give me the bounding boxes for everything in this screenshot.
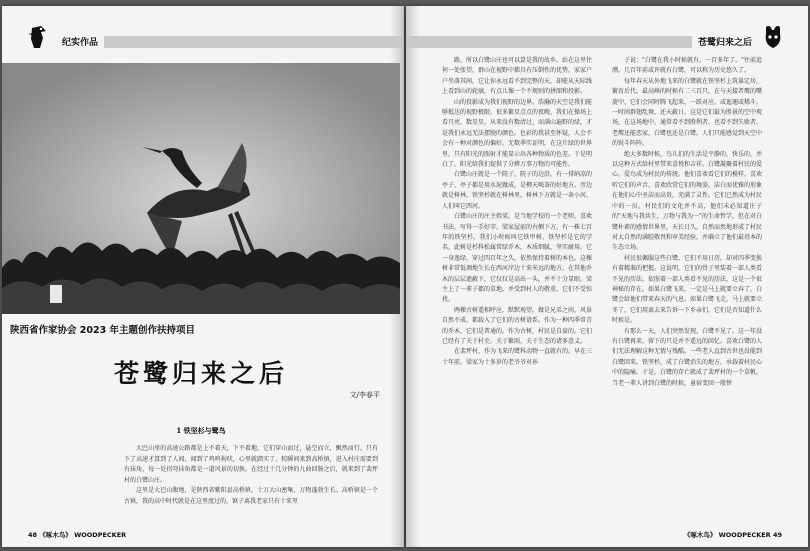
woodpecker-logo-left-icon	[26, 24, 48, 50]
paragraph: 有那么一天，人们突然发现，白鹭不见了。这一年没有白鹭再来。留下的只是并不遥远的回忆。喜欢白鹭的人们无法理解这种无情与残酷。一些老人直到古世也没能到白鹭回来。铁坚杉，成了白鹭消失的地方，承载着村民心中的隐痛。于是，白鹭的存亡就成了裴坪村的一个草帆，当老一辈人讲到白鹭的时候，童宿变回一般惨	[612, 327, 763, 387]
footer-left: 48 《啄木鸟》 WOODPECKER	[28, 531, 127, 539]
body-column-2	[612, 56, 762, 389]
paragraph: 村民很佩服这些白鹭。它们不用日历，却对四季变换有着精准的把握。这说明，它们的骨子里装着一部人类看不见的历法。依照着一部人类看不见的历法，这是一个很神秘的存在。如果白鹭飞来，一定是马上就要立春了，白鹭会给他们带来春天的气息。如果白鹭飞走，马上就要立冬了，它们用离去来告诉一下乡亲们，它们是否知道什么时候是。	[612, 254, 763, 325]
paragraph: 山的投影成为我们视野的边界。浩瀚的天空是我们能够抵达的视野极限。很多繁星点点的夜晚，我们在操场上看月亮，数星星，从来没有数清过，而满山遍野的绿，才是我们永远无法摆脱的颜色。色彩的我甚至怀疑，人会不会有一种对颜色的偏好。无数季实证明，在这片绿的世界里，只有阳光的照射才能显示出各种物质的色差。于是明白了，阳光给我们提供了分辨万事万物的可能性。	[442, 98, 593, 169]
paragraph: 在裴坪村，作为飞来的鹭科动物一直就有的。早在三十年前，梁家为十多岁的老爷爷对孙	[442, 348, 593, 366]
body-column-1	[442, 56, 592, 368]
woodpecker-logo-right-icon	[762, 24, 784, 50]
project-caption: 陕西省作家协会 2023 年主题创作扶持项目	[10, 325, 196, 336]
right-page	[406, 6, 808, 547]
paragraph: 这里是大巴山腹地，是陕西省紫阳县高桥镇，十万大山密集，万物蓬勃生长。高桥镇是一个古镇，我的高中时代就是在这里度过的。镇子离我老家只有十来里	[124, 487, 378, 505]
left-page	[2, 6, 404, 547]
section-label-right: 苍鹭归来之后	[698, 38, 753, 48]
paragraph: 两棵古树遥相呼应，默默观望，做是兄弟之间，风景自然不成。都载入了它们的古树谱系。作为一种四季常青的乔木，它们是普通的。作为古树，村民是自豪的。它们已经有了关于村史。关于繁雨，关于生态的诸多意义。	[442, 306, 593, 345]
article-title: 苍鹭归来之后	[113, 359, 288, 388]
body-text-left	[124, 444, 378, 507]
header-bar-left	[104, 36, 404, 48]
paragraph: 大巴山里的高速公路都是上不着天，下不着地。它们穿山而过，悬空而立，飘然而行。只有下了高速才算到了人间，闻到了鸡鸣狗吠，心里就踏实了。转瞬间来到高桥镇，进入村庄需要到有抹角，每一处拐弯抹角都是一道风景的切换。在经过十几分钟的九曲回肠之后，就来到了裴坪村的白鹭山庄。	[124, 445, 378, 484]
heron-photo-art	[2, 63, 400, 314]
section-heading: 1 铁坚杉与鹭鸟	[176, 426, 226, 435]
heron-photo	[2, 63, 400, 314]
paragraph: 绝大多数时候，鸟儿们的生活是平静的，快乐的，并以这种方式给村里带来喜悦和吉祥。白鹭凝聚着村民的爱心，爱鸟成为村民的传统。他们喜欢看它们的模样，喜欢听它们的声音，喜欢欣赏它们的舞姿。洁白而优雅的形象在他们心中圣洁而高贵，充满了灵性。它们已然成为村民中的一员。村民们的文化并不高，他们未必知道庄子的"天地与我共生，万物与我为一"的生命哲学，但在对白鹭朴素的感情世界里，天长日久，自然而然地形成了村民对大自然的满腔敬畏和审美经验，并确立了他们最基本的生态立场。	[612, 150, 763, 252]
paragraph: 每年春天从外地飞来的白鹭就在铁坚杉上筑巢定居，繁育后代。最高峰的时候有二三百只，在与天接者鹰的嘴旋中，它们会同时腾飞起来，一跃对应，或迤逦或稀斗，一时间群翅乱舞，还天蔽日。这是它们最为胜景的空中观场，在这场地中，通常看不到胜利者，也看不到失败者，老鹰还能恋家，白鹭也还是白鹭。人们只能感觉到天空中的锐斗阵阵。	[612, 77, 763, 148]
paragraph: 白鹭山庄的庄主姓梁，是当地学校的一个老师，喜欢书法，写得一手好字。梁家屋前的右侧下方，有一株七百年的铁坚杉，我们小时候叫它铁甲树。铁坚杉是它的学名，此树是杉科松属常绿乔木，木质细腻，坚实耐用。它一身逸绿，穿过四百年之久，依然保持着树的本色。这棵树非常低调地生长在西河岸边十来米远的地方，在其他乔木的层层遮蔽下，它仅仅是高出一头，并不十分显眼。梁主上了一辈子都的草地，并受到村人的敬重，它们不受惊扰。	[442, 213, 593, 304]
paragraph: 路，所以白鹭山庄也可以算是我的故乡。站在这里往何一处张望，群山在视野中都具有压倒性的优势，家家户户坐落其间，它让你永远看不到完整的天，却能从天际线上看到山的轮廓，有点儿像一个不规则的拼图和投影。	[442, 57, 593, 96]
author-byline: 文/李春平	[349, 391, 380, 399]
section-label-left: 纪实作品	[62, 38, 99, 48]
paragraph: 子说："白鹭在我小时候就有，一百多年了。"往前追溯，几百年前或许就有白鹭，可以称为历史悠久了。	[612, 57, 762, 75]
footer-right: 《啄木鸟》 WOODPECKER 49	[683, 531, 782, 539]
paragraph: 白鹭山庄就是一个院子，院子的边沿，有一排纳凉的亭子，亭子都是用水泥做成，是柳天喝茶的好地方。旁边就是树林，铁坚杉就在树林里，树林下方就是一条小河，人们叫它西河。	[442, 171, 593, 210]
header-bar-right	[406, 36, 692, 48]
gutter-shadow-right	[406, 6, 420, 547]
